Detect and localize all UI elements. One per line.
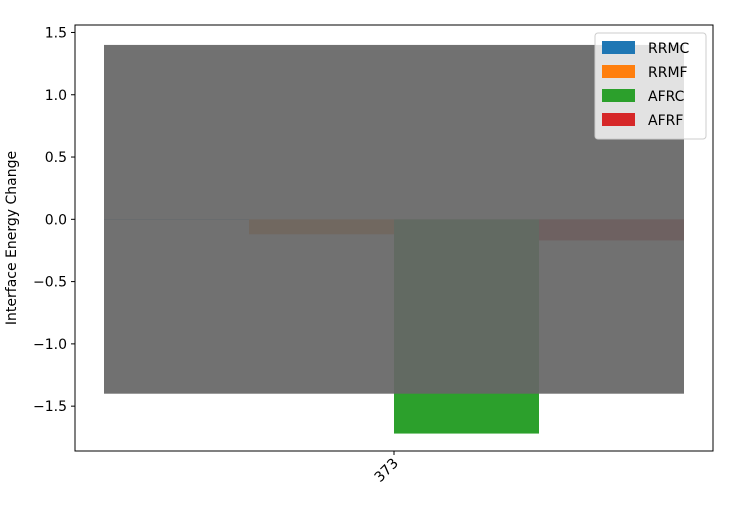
legend-swatch-afrc xyxy=(602,89,635,102)
legend-label-rrmf: RRMF xyxy=(648,65,688,81)
legend-label-afrf: AFRF xyxy=(648,113,684,129)
x-tick-label: 373 xyxy=(371,455,402,486)
y-tick-label: −1.5 xyxy=(33,399,67,416)
legend-swatch-afrf xyxy=(602,113,635,126)
y-tick-label: 0.5 xyxy=(44,150,67,167)
y-axis-title: Interface Energy Change xyxy=(4,150,20,326)
y-axis xyxy=(33,25,75,415)
y-tick-label: 0.0 xyxy=(44,212,67,229)
legend-label-afrc: AFRC xyxy=(648,89,685,105)
legend xyxy=(595,33,706,139)
x-axis xyxy=(372,451,402,486)
legend-swatch-rrmf xyxy=(602,65,635,78)
y-tick-label: −1.0 xyxy=(33,336,67,353)
legend-label-rrmc: RRMC xyxy=(648,41,690,57)
y-tick-label: −0.5 xyxy=(33,274,67,291)
legend-swatch-rrmc xyxy=(602,41,635,54)
y-tick-label: 1.0 xyxy=(44,87,67,104)
y-tick-label: 1.5 xyxy=(44,25,67,42)
